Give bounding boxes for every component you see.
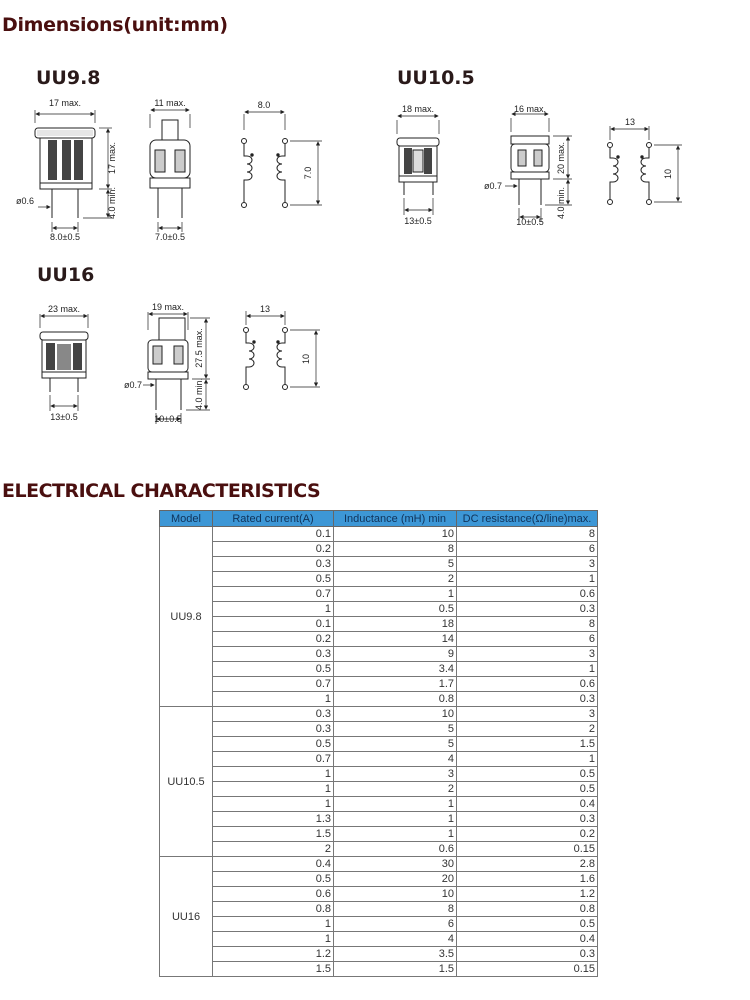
inductance-cell: 5 (334, 737, 457, 752)
dc-resistance-cell: 1.5 (457, 737, 598, 752)
table-row (160, 902, 598, 917)
uu16-side-width-label: 19 max. (151, 302, 185, 312)
dc-resistance-cell: 0.3 (457, 947, 598, 962)
table-row (160, 662, 598, 677)
rated-current-cell: 0.3 (213, 722, 334, 737)
dc-resistance-cell: 8 (457, 617, 598, 632)
uu16-side-pitch-label: 10±0.5 (154, 414, 182, 424)
uu98-pin-diameter-label: ø0.6 (16, 196, 35, 206)
table-row (160, 617, 598, 632)
table-row (160, 812, 598, 827)
uu16-schematic-height-label: 10 (301, 353, 311, 365)
inductance-cell: 1 (334, 797, 457, 812)
dc-resistance-cell: 1.6 (457, 872, 598, 887)
table-row (160, 767, 598, 782)
dc-resistance-cell: 0.5 (457, 767, 598, 782)
rated-current-cell: 0.6 (213, 887, 334, 902)
uu98-front-width-label: 17 max. (48, 98, 82, 108)
table-body (160, 527, 598, 977)
inductance-cell: 18 (334, 617, 457, 632)
inductance-cell: 3.4 (334, 662, 457, 677)
uu16-pin-pitch-label: 13±0.5 (50, 412, 78, 422)
dc-resistance-cell: 1 (457, 662, 598, 677)
dc-resistance-cell: 1 (457, 752, 598, 767)
rated-current-cell: 1.3 (213, 812, 334, 827)
rated-current-cell: 0.8 (213, 902, 334, 917)
inductance-cell: 4 (334, 932, 457, 947)
rated-current-cell: 0.7 (213, 677, 334, 692)
rated-current-cell: 1 (213, 767, 334, 782)
model-cell: UU10.5 (160, 707, 213, 857)
table-row (160, 707, 598, 722)
dimensions-heading: Dimensions(unit:mm) (2, 14, 228, 36)
inductance-cell: 1 (334, 812, 457, 827)
header-rated-current: Rated current(A) (213, 511, 334, 527)
inductance-cell: 0.5 (334, 602, 457, 617)
uu105-front-view (397, 116, 439, 215)
rated-current-cell: 0.5 (213, 737, 334, 752)
uu98-front-view (35, 110, 112, 232)
rated-current-cell: 1.5 (213, 962, 334, 977)
inductance-cell: 4 (334, 752, 457, 767)
table-row (160, 752, 598, 767)
uu98-schematic-height-label: 7.0 (303, 166, 313, 180)
inductance-cell: 2 (334, 572, 457, 587)
rated-current-cell: 0.5 (213, 872, 334, 887)
header-inductance: Inductance (mH) min (334, 511, 457, 527)
inductance-cell: 1.7 (334, 677, 457, 692)
dimension-drawings (0, 0, 750, 470)
rated-current-cell: 1 (213, 917, 334, 932)
uu98-pin-length-label: 4.0 min. (107, 186, 117, 220)
header-dc-resistance: DC resistance(Ω/line)max. (457, 511, 598, 527)
inductance-cell: 1 (334, 587, 457, 602)
table-row (160, 602, 598, 617)
table-row (160, 542, 598, 557)
dc-resistance-cell: 0.3 (457, 812, 598, 827)
table-row (160, 842, 598, 857)
inductance-cell: 6 (334, 917, 457, 932)
uu105-side-height-label: 20 max. (556, 141, 566, 175)
inductance-cell: 8 (334, 902, 457, 917)
model-heading-uu98: UU9.8 (36, 67, 101, 89)
table-row (160, 557, 598, 572)
rated-current-cell: 0.5 (213, 572, 334, 587)
rated-current-cell: 0.5 (213, 662, 334, 677)
dc-resistance-cell: 0.15 (457, 842, 598, 857)
table-row (160, 527, 598, 542)
inductance-cell: 10 (334, 707, 457, 722)
table-header-row (160, 511, 598, 527)
dc-resistance-cell: 3 (457, 557, 598, 572)
uu16-side-height-label: 27.5 max. (194, 328, 204, 368)
uu98-front-height-label: 17 max. (107, 141, 117, 175)
uu98-schematic (242, 112, 323, 208)
uu98-side-width-label: 11 max. (154, 98, 186, 108)
table-row (160, 647, 598, 662)
rated-current-cell: 1 (213, 782, 334, 797)
uu98-side-pitch-label: 7.0±0.5 (155, 232, 185, 242)
uu98-side-view (150, 110, 190, 232)
uu16-schematic-width-label: 13 (259, 304, 271, 314)
table-row (160, 722, 598, 737)
uu98-pin-pitch-label: 8.0±0.5 (50, 232, 80, 242)
dc-resistance-cell: 6 (457, 542, 598, 557)
rated-current-cell: 1.5 (213, 827, 334, 842)
inductance-cell: 5 (334, 722, 457, 737)
table-row (160, 587, 598, 602)
inductance-cell: 10 (334, 887, 457, 902)
uu105-schematic-height-label: 10 (663, 168, 673, 180)
table-row (160, 692, 598, 707)
rated-current-cell: 1.2 (213, 947, 334, 962)
rated-current-cell: 0.7 (213, 752, 334, 767)
rated-current-cell: 0.7 (213, 587, 334, 602)
rated-current-cell: 0.2 (213, 542, 334, 557)
inductance-cell: 5 (334, 557, 457, 572)
rated-current-cell: 0.1 (213, 617, 334, 632)
inductance-cell: 9 (334, 647, 457, 662)
inductance-cell: 0.8 (334, 692, 457, 707)
inductance-cell: 3 (334, 767, 457, 782)
model-cell: UU16 (160, 857, 213, 977)
dc-resistance-cell: 0.4 (457, 932, 598, 947)
inductance-cell: 2 (334, 782, 457, 797)
inductance-cell: 14 (334, 632, 457, 647)
uu105-pin-length-label: 4.0 min. (556, 186, 566, 220)
rated-current-cell: 0.3 (213, 647, 334, 662)
dc-resistance-cell: 8 (457, 527, 598, 542)
uu105-pin-diameter-label: ø0.7 (484, 181, 503, 191)
uu105-side-pitch-label: 10±0.5 (516, 217, 544, 227)
electrical-table (159, 510, 598, 977)
table-row (160, 962, 598, 977)
dc-resistance-cell: 6 (457, 632, 598, 647)
dc-resistance-cell: 0.4 (457, 797, 598, 812)
model-heading-uu16: UU16 (37, 264, 95, 286)
uu105-schematic (608, 126, 683, 205)
dc-resistance-cell: 0.5 (457, 782, 598, 797)
rated-current-cell: 1 (213, 932, 334, 947)
dc-resistance-cell: 3 (457, 647, 598, 662)
rated-current-cell: 0.3 (213, 557, 334, 572)
inductance-cell: 8 (334, 542, 457, 557)
uu105-pin-pitch-label: 13±0.5 (404, 216, 432, 226)
rated-current-cell: 1 (213, 602, 334, 617)
table-row (160, 737, 598, 752)
table-row (160, 782, 598, 797)
table-row (160, 947, 598, 962)
rated-current-cell: 0.1 (213, 527, 334, 542)
dc-resistance-cell: 3 (457, 707, 598, 722)
dc-resistance-cell: 1 (457, 572, 598, 587)
inductance-cell: 30 (334, 857, 457, 872)
dc-resistance-cell: 0.8 (457, 902, 598, 917)
table-row (160, 857, 598, 872)
inductance-cell: 0.6 (334, 842, 457, 857)
uu16-pin-diameter-label: ø0.7 (124, 380, 143, 390)
dc-resistance-cell: 0.2 (457, 827, 598, 842)
dc-resistance-cell: 0.6 (457, 587, 598, 602)
table-row (160, 932, 598, 947)
table-row (160, 917, 598, 932)
inductance-cell: 3.5 (334, 947, 457, 962)
table-row (160, 677, 598, 692)
rated-current-cell: 2 (213, 842, 334, 857)
table-row (160, 872, 598, 887)
dc-resistance-cell: 0.3 (457, 692, 598, 707)
uu98-schematic-width-label: 8.0 (257, 100, 271, 110)
dc-resistance-cell: 2.8 (457, 857, 598, 872)
electrical-heading: ELECTRICAL CHARACTERISTICS (2, 480, 321, 502)
dc-resistance-cell: 1.2 (457, 887, 598, 902)
model-heading-uu105: UU10.5 (397, 67, 475, 89)
model-cell: UU9.8 (160, 527, 213, 707)
uu105-schematic-width-label: 13 (624, 117, 636, 127)
dc-resistance-cell: 0.6 (457, 677, 598, 692)
rated-current-cell: 1 (213, 797, 334, 812)
table-row (160, 632, 598, 647)
rated-current-cell: 0.4 (213, 857, 334, 872)
uu16-schematic (244, 311, 321, 390)
uu105-side-width-label: 16 max. (513, 104, 547, 114)
uu16-pin-length-label: 4.0 min. (194, 377, 204, 411)
uu16-front-view (40, 314, 88, 411)
header-model: Model (160, 511, 213, 527)
rated-current-cell: 0.3 (213, 707, 334, 722)
inductance-cell: 1 (334, 827, 457, 842)
table-row (160, 572, 598, 587)
inductance-cell: 1.5 (334, 962, 457, 977)
rated-current-cell: 1 (213, 692, 334, 707)
dc-resistance-cell: 2 (457, 722, 598, 737)
table-row (160, 797, 598, 812)
dc-resistance-cell: 0.3 (457, 602, 598, 617)
inductance-cell: 10 (334, 527, 457, 542)
dc-resistance-cell: 0.15 (457, 962, 598, 977)
table-row (160, 887, 598, 902)
table-row (160, 827, 598, 842)
uu105-front-width-label: 18 max. (401, 104, 435, 114)
rated-current-cell: 0.2 (213, 632, 334, 647)
inductance-cell: 20 (334, 872, 457, 887)
dc-resistance-cell: 0.5 (457, 917, 598, 932)
uu16-front-width-label: 23 max. (47, 304, 81, 314)
